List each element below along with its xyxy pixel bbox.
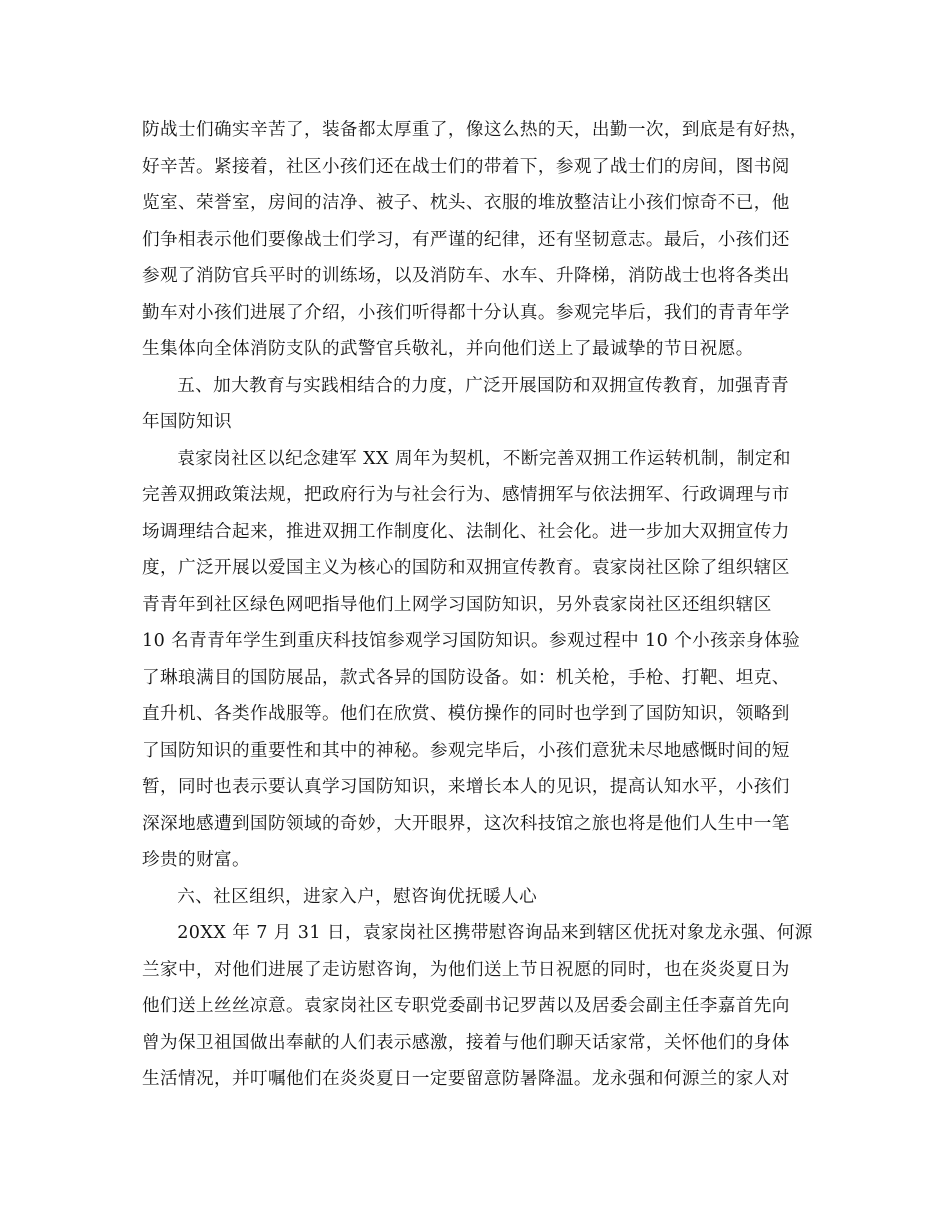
- text-line: 20XX 年 7 月 31 日，袁家岗社区携带慰咨询品来到辖区优抚对象龙永强、何源: [177, 923, 813, 943]
- section-heading-line: 年国防知识: [142, 412, 232, 432]
- text-line: 了国防知识的重要性和其中的神秘。参观完毕后，小孩们意犹未尽地感慨时间的短: [142, 740, 790, 761]
- text-line: 深深地感遭到国防领域的奇妙，大开眼界，这次科技馆之旅也将是他们人生中一笔: [142, 813, 790, 834]
- section-heading-line: 五、加大教育与实践相结合的力度，广泛开展国防和双拥宣传教育，加强青青: [177, 375, 789, 396]
- text-line: 生集体向全体消防支队的武警官兵敬礼，并向他们送上了最诚挚的节日祝愿。: [142, 339, 754, 359]
- text-line: 度，广泛开展以爱国主义为核心的国防和双拥宣传教育。袁家岗社区除了组织辖区: [142, 558, 790, 578]
- section-heading-line: 六、社区组织，进家入户，慰咨询优抚暖人心: [177, 886, 538, 907]
- text-line: 生活情况，并叮嘱他们在炎炎夏日一定要留意防暑降温。龙永强和何源兰的家人对: [142, 1069, 790, 1089]
- text-line: 完善双拥政策法规，把政府行为与社会行为、感情拥军与依法拥军、行政调理与市: [142, 485, 790, 505]
- text-line: 他们送上丝丝凉意。袁家岗社区专职党委副书记罗茜以及居委会副主任李嘉首先向: [142, 996, 790, 1016]
- text-line: 了琳琅满目的国防展品，款式各异的国防设备。如：机关枪，手枪、打靶、坦克、: [142, 667, 790, 688]
- text-line: 勤车对小孩们进展了介绍，小孩们听得都十分认真。参观完毕后，我们的青青年学: [142, 302, 790, 323]
- text-line: 袁家岗社区以纪念建军 XX 周年为契机，不断完善双拥工作运转机制，制定和: [177, 448, 791, 469]
- text-line: 场调理结合起来，推进双拥工作制度化、法制化、社会化。进一步加大双拥宣传力: [142, 521, 790, 542]
- text-line: 们争相表示他们要像战士们学习，有严谨的纪律，还有坚韧意志。最后，小孩们还: [142, 229, 790, 250]
- text-line: 暂，同时也表示要认真学习国防知识，来增长本人的见识，提高认知水平，小孩们: [142, 777, 790, 797]
- text-line: 10 名青青年学生到重庆科技馆参观学习国防知识。参观过程中 10 个小孩亲身体验: [142, 631, 801, 651]
- text-line: 珍贵的财富。: [142, 850, 250, 870]
- text-line: 兰家中，对他们进展了走访慰咨询，为他们送上节日祝愿的同时，也在炎炎夏日为: [142, 959, 790, 980]
- text-line: 青青年到社区绿色网吧指导他们上网学习国防知识，另外袁家岗社区还组织辖区: [142, 594, 772, 615]
- text-line: 参观了消防官兵平时的训练场，以及消防车、水车、升降梯，消防战士也将各类出: [142, 266, 790, 286]
- document-page: [142, 112, 812, 1098]
- text-line: 览室、荣誉室，房间的洁净、被子、枕头、衣服的堆放整洁让小孩们惊奇不已，他: [142, 193, 790, 213]
- text-line: 直升机、各类作战服等。他们在欣赏、模仿操作的同时也学到了国防知识，领略到: [142, 704, 790, 724]
- text-line: 防战士们确实辛苦了，装备都太厚重了，像这么热的天，出勤一次，到底是有好热，: [142, 120, 808, 140]
- text-line: 曾为保卫祖国做出奉献的人们表示感激，接着与他们聊天话家常，关怀他们的身体: [142, 1032, 790, 1053]
- text-line: 好辛苦。紧接着，社区小孩们还在战士们的带着下，参观了战士们的房间，图书阅: [142, 156, 790, 177]
